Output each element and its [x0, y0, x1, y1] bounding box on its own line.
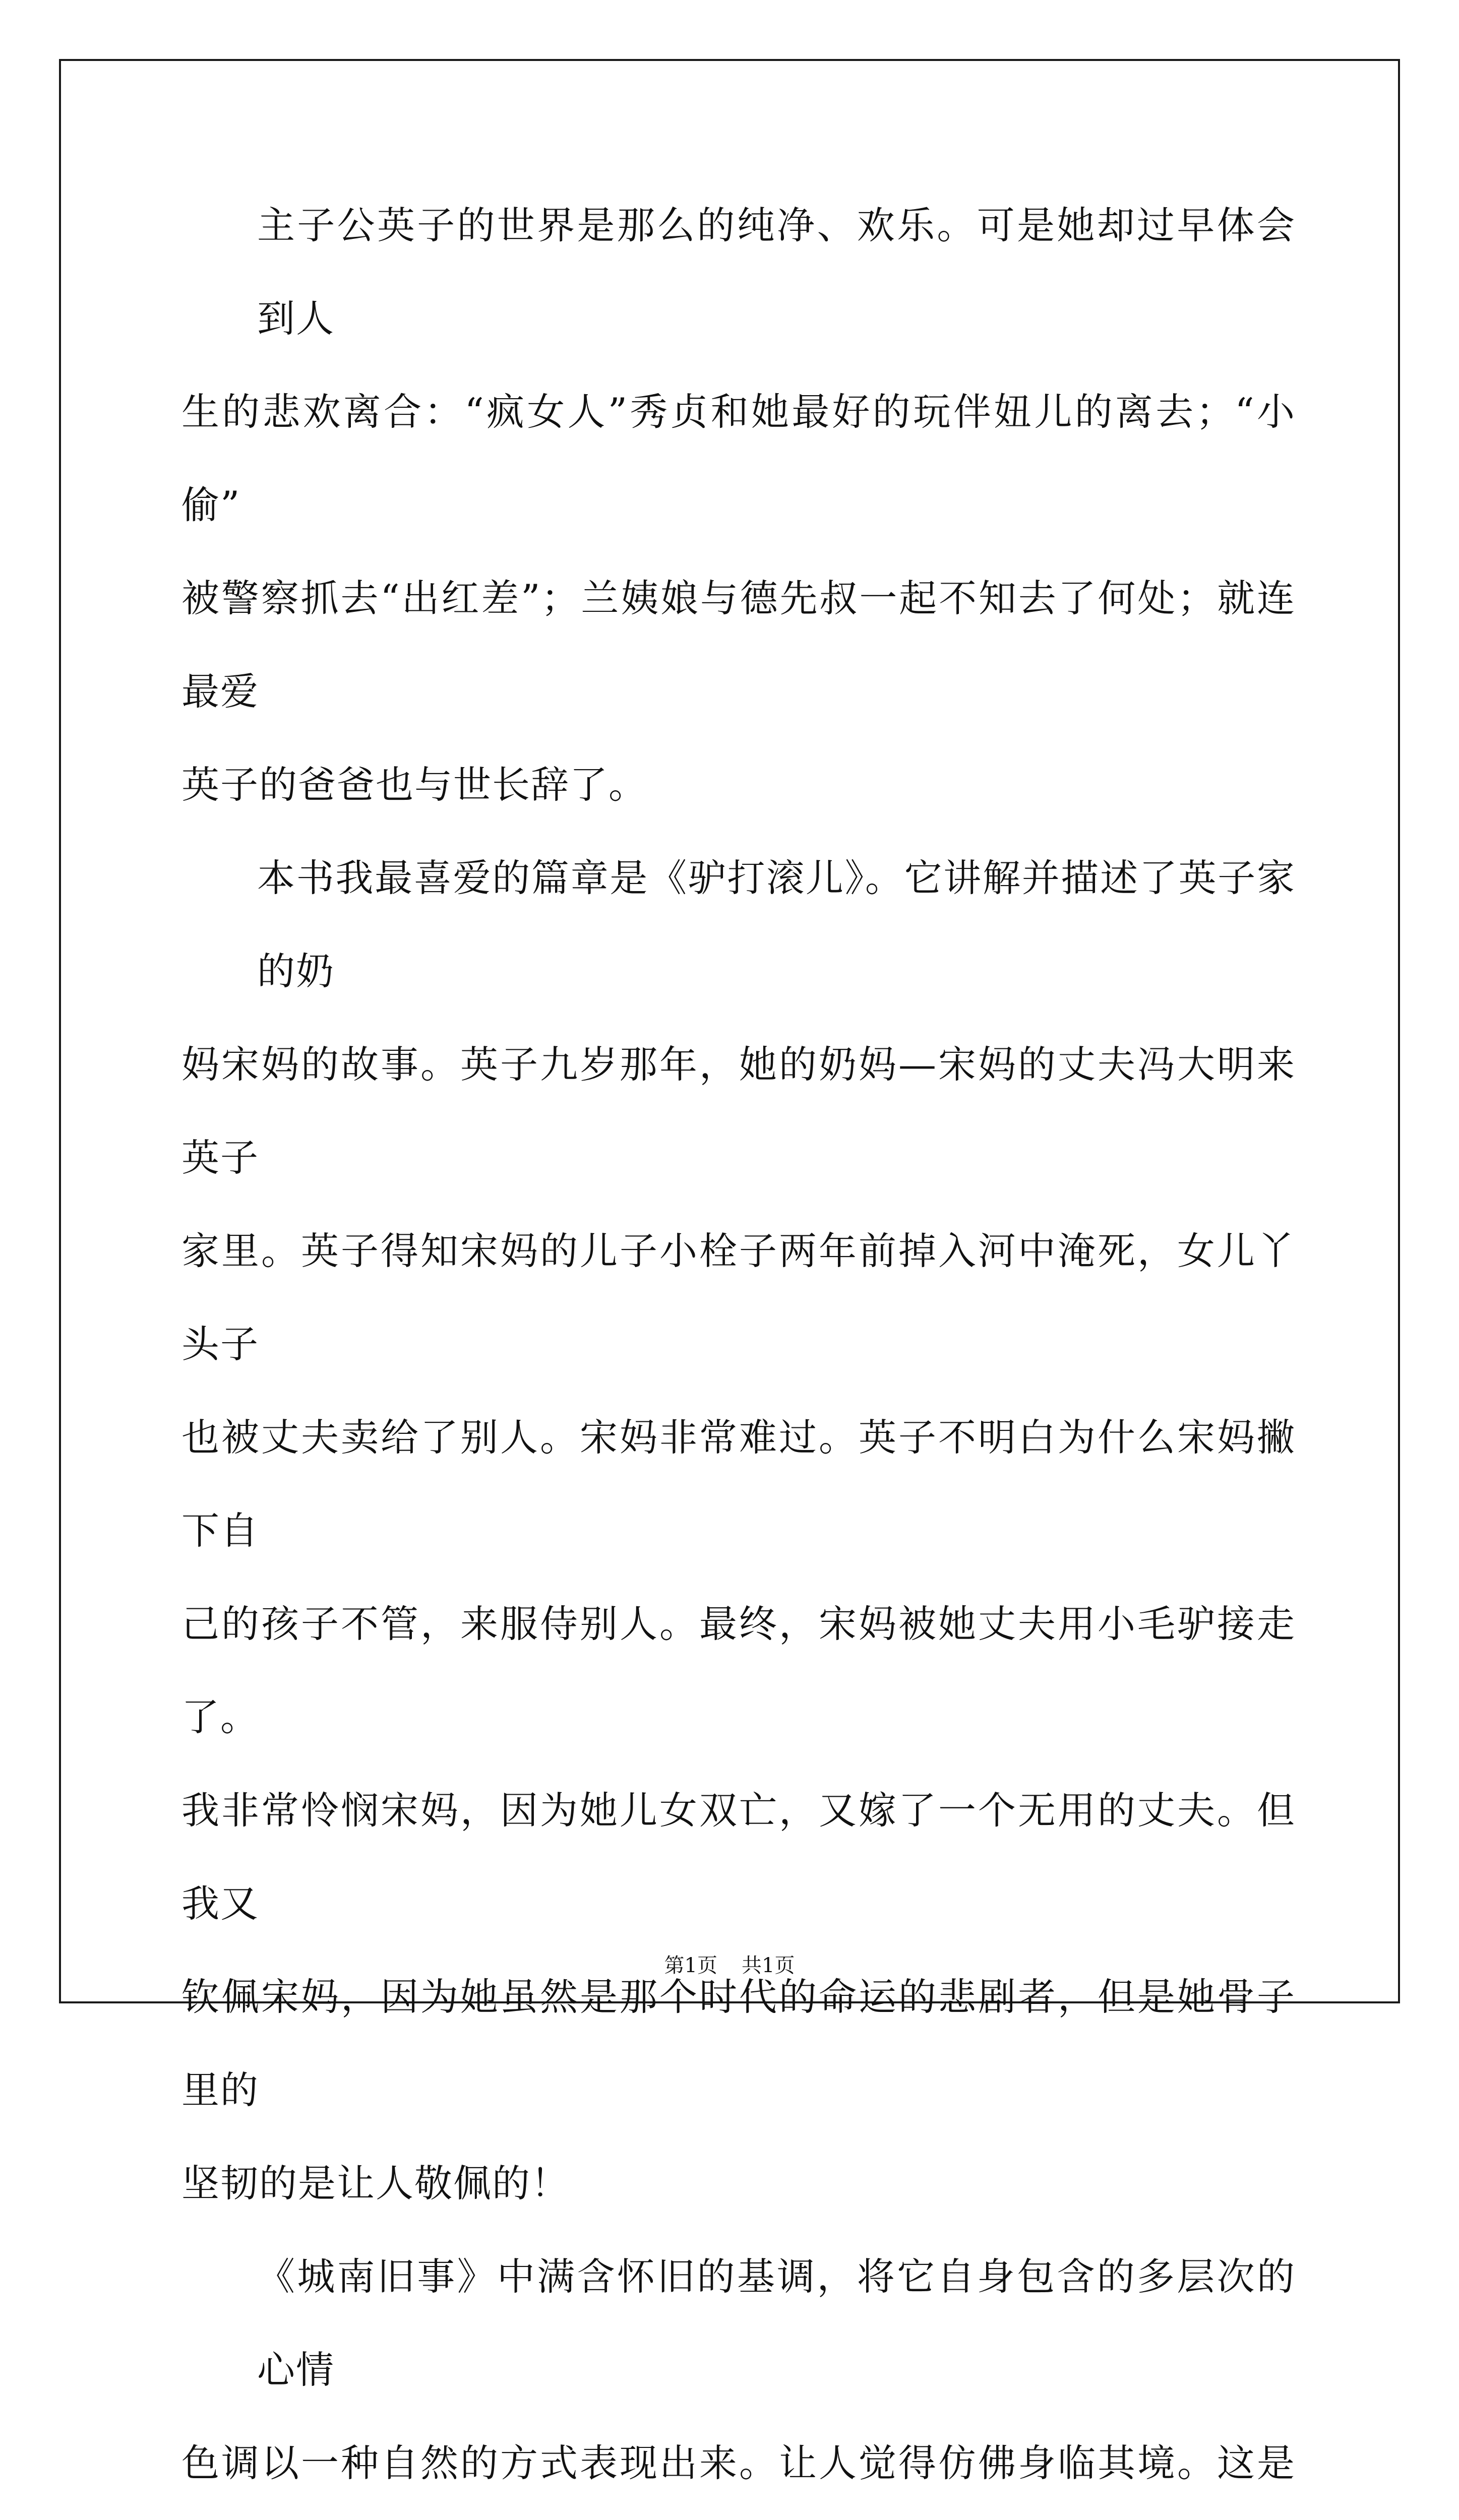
paragraph-2-line-2: 妈宋妈的故事。英子九岁那年，她的奶妈—宋妈的丈夫冯大明来英子: [181, 1042, 1296, 1180]
paragraph-2-line-6: 我非常怜悯宋妈，因为她儿女双亡，又嫁了一个无用的丈夫。但我又: [181, 1788, 1296, 1926]
paragraph-3-line-1: 《城南旧事》中满含怀旧的基调，将它自身包含的多层次的心情: [257, 2254, 1296, 2392]
paragraph-1-line-2: 生的悲欢离合：“疯女人”秀贞和她最好的玩伴妞儿的离去；“小偷”: [181, 390, 1296, 527]
paragraph-3: [181, 2230, 1296, 2520]
paragraph-1-line-4: 英子的爸爸也与世长辞了。: [181, 763, 648, 807]
paragraph-2-line-8: 坚韧的是让人敬佩的！: [181, 2161, 570, 2206]
paragraph-2: [181, 832, 1296, 2230]
paragraph-1-line-1: 主子公英子的世界是那么的纯净、欢乐。可是她却过早体会到人: [257, 203, 1296, 341]
document-body: [181, 179, 1296, 2520]
paragraph-2-line-1: 本书我最喜爱的篇章是《驴打滚儿》。它讲解并描述了英子家的奶: [257, 856, 1296, 993]
paragraph-2-line-3: 家里。英子得知宋妈的儿子小栓子两年前掉入河中淹死，女儿丫头子: [181, 1229, 1296, 1366]
paragraph-2-line-5: 己的孩子不管，来服侍别人。最终，宋妈被她丈夫用小毛驴接走了。: [181, 1602, 1296, 1739]
page-footer: [0, 1949, 1459, 1978]
paragraph-2-line-7: 钦佩宋妈，因为她虽然是那个时代的命运的悲剧者，但是她骨子里的: [181, 1975, 1296, 2112]
paragraph-1-line-3: 被警察抓去“出红差”；兰姨娘与德先叔一起不知去了何处；就连最爱: [181, 576, 1296, 714]
total-pages: 共1页: [742, 1954, 795, 1977]
paragraph-1: [181, 179, 1296, 832]
paragraph-3-line-2: 色调以一种自然的方式表现出来。让人觉得仿佛身临其境。这是: [181, 2441, 1296, 2485]
page-number: 第1页: [664, 1954, 717, 1977]
paragraph-2-line-4: 也被丈夫卖给了别人。宋妈非常难过。英子不明白为什么宋妈撇下自: [181, 1415, 1296, 1553]
